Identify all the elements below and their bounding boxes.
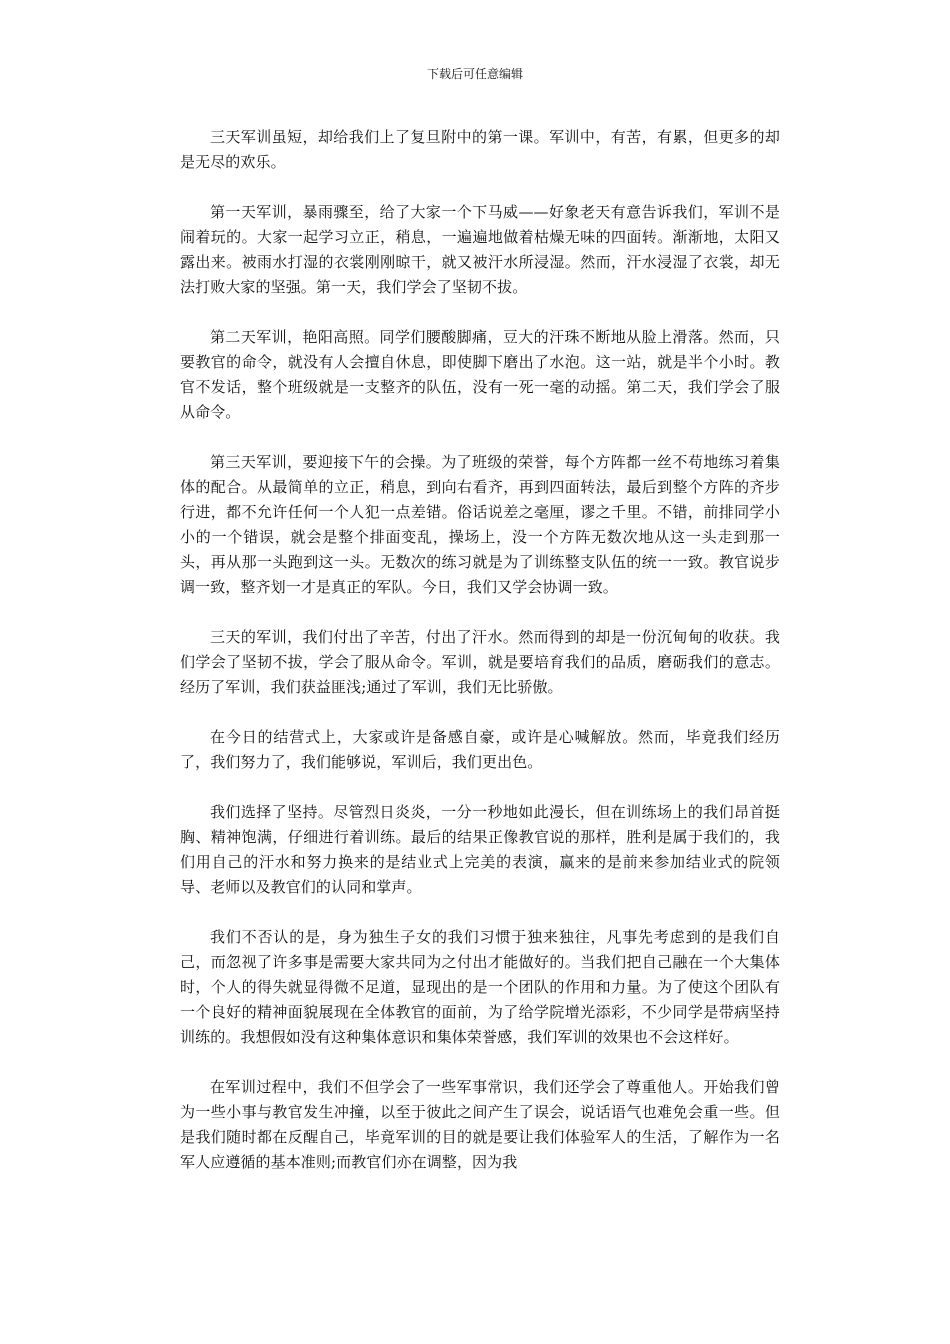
paragraph-2: 第一天军训，暴雨骤至，给了大家一个下马威——好象老天有意告诉我们，军训不是闹着玩的。大家一起学习立正，稍息，一遍遍地做着枯燥无味的四面转。渐渐地，太阳又露出来。被雨水打湿的衣裳刚刚晾干，就又被汗水所浸湿。然而，汗水浸湿了衣裳，却无法打败大家的坚强。第一天，我们学会了坚韧不拔。: [180, 203, 780, 296]
paragraph-5: 三天的军训，我们付出了辛苦，付出了汗水。然而得到的却是一份沉甸甸的收获。我们学会了坚韧不拔，学会了服从命令。军训，就是要培育我们的品质，磨砺我们的意志。经历了军训，我们获益匪浅;通过了军训，我们无比骄傲。: [180, 628, 780, 696]
paragraph-7: 我们选择了坚持。尽管烈日炎炎，一分一秒地如此漫长，但在训练场上的我们昂首挺胸、精神饱满，仔细进行着训练。最后的结果正像教官说的那样，胜利是属于我们的，我们用自己的汗水和努力换来的是结业式上完美的表演，赢来的是前来参加结业式的院领导、老师以及教官们的认同和掌声。: [180, 803, 780, 896]
paragraph-3: 第二天军训，艳阳高照。同学们腰酸脚痛，豆大的汗珠不断地从脸上滑落。然而，只要教官的命令，就没有人会擅自休息，即使脚下磨出了水泡。这一站，就是半个小时。教官不发话，整个班级就是一支整齐的队伍，没有一死一毫的动摇。第二天，我们学会了服从命令。: [180, 328, 780, 421]
paragraph-9: 在军训过程中，我们不但学会了一些军事常识，我们还学会了尊重他人。开始我们曾为一些小事与教官发生冲撞，以至于彼此之间产生了误会，说话语气也难免会重一些。但是我们随时都在反醒自己，毕竟军训的目的就是要让我们体验军人的生活，了解作为一名军人应遵循的基本准则;而教官们亦在调整，因为我: [180, 1078, 780, 1171]
header-note: 下载后可任意编辑: [426, 67, 523, 81]
paragraph-8: 我们不否认的是，身为独生子女的我们习惯于独来独往，凡事先考虑到的是我们自己，而忽视了许多事是需要大家共同为之付出才能做好的。当我们把自己融在一个大集体时，个人的得失就显得微不足道，显现出的是一个团队的作用和力量。为了使这个团队有一个良好的精神面貌展现在全体教官的面前，为了给学院增光添彩，不少同学是带病坚持训练的。我想假如没有这种集体意识和集体荣誉感，我们军训的效果也不会这样好。: [180, 928, 780, 1046]
paragraph-1: 三天军训虽短，却给我们上了复旦附中的第一课。军训中，有苦，有累，但更多的却是无尽的欢乐。: [180, 128, 780, 171]
paragraph-4: 第三天军训，要迎接下午的会操。为了班级的荣誉，每个方阵都一丝不苟地练习着集体的配合。从最简单的立正，稍息，到向右看齐，再到四面转法，最后到整个方阵的齐步行进，都不允许任何一个人犯一点差错。俗话说差之毫厘，谬之千里。不错，前排同学小小的一个错误，就会是整个排面变乱，操场上，没一个方阵无数次地从这一头走到那一头，再从那一头跑到这一头。无数次的练习就是为了训练整支队伍的统一一致。教官说步调一致，整齐划一才是真正的军队。今日，我们又学会协调一致。: [180, 453, 780, 596]
article-body: [180, 125, 780, 1175]
paragraph-6: 在今日的结营式上，大家或许是备感自豪，或许是心喊解放。然而，毕竟我们经历了，我们努力了，我们能够说，军训后，我们更出色。: [180, 728, 780, 771]
